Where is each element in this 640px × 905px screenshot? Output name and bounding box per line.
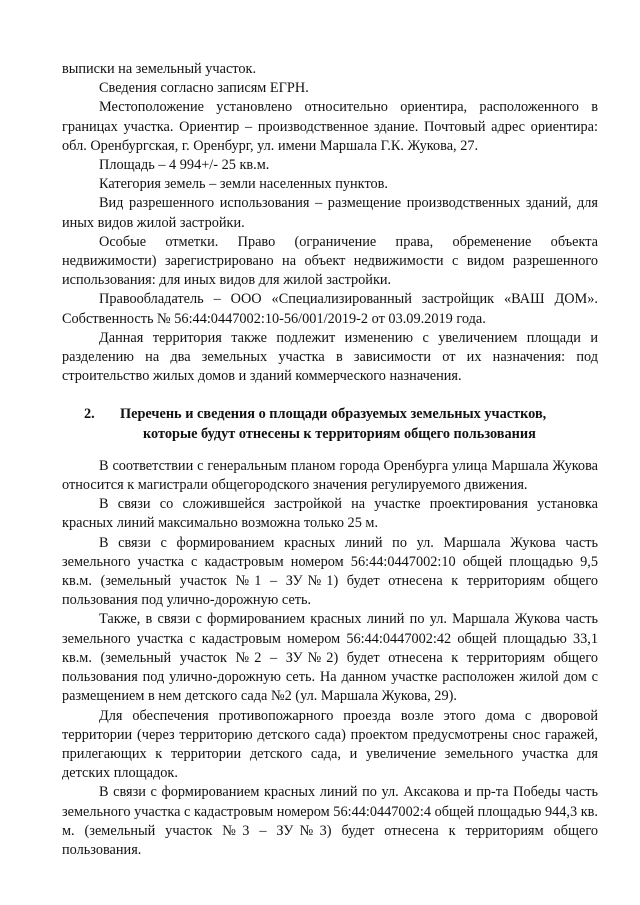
paragraph: В связи с формированием красных линий по ул. Маршала Жукова часть земельного участка с кадастровым номером 56:44:0447002:10 общей площадью 9,5 кв.м. (земельный участок №1 – ЗУ№1) будет отнесена к территориям общего пользования под улично-дорожную сеть. [62,534,598,609]
section-title-line1: Перечень и сведения о площади образуемых земельных участков, [120,406,547,423]
paragraph: В связи со сложившейся застройкой на участке проектирования установка красных линий максимально возможна только 25 м. [62,496,598,532]
paragraph: Данная территория также подлежит изменению с увеличением площади и разделению на два земельных участка в зависимости от их назначения: под строительство жилых домов и зданий коммерческого назначения. [62,329,598,385]
paragraph: Для обеспечения противопожарного проезда возле этого дома с дворовой территории (через территорию детского сада) проектом предусмотрены снос гаражей, прилегающих к территории детского сада, и увеличение земельного участка для детских площадок. [62,707,598,782]
paragraph: Особые отметки. Право (ограничение права, обременение объекта недвижимости) зарегистрировано на объект недвижимости с видом разрешенного использования: для иных видов для жилой застройки. [62,233,598,289]
paragraph: В связи с формированием красных линий по ул. Аксакова и пр-та Победы часть земельного участка с кадастровым номером 56:44:0447002:4 общей площадью 944,3 кв. м. (земельный участок №3 – ЗУ№3) будет отнесена к территориям общего пользования. [62,784,598,858]
paragraph: выписки на земельный участок. [62,61,257,77]
paragraph: Вид разрешенного использования – размещение производственных зданий, для иных видов жилой застройки. [62,195,598,231]
paragraph: Сведения согласно записям ЕГРН. [99,80,309,97]
paragraph: Категория земель – земли населенных пунктов. [99,176,388,193]
section-land-plot-info [62,60,598,386]
paragraph: Также, в связи с формированием красных линий по ул. Маршала Жукова часть земельного участка с кадастровым номером 56:44:0447002:42 общей площадью 33,1 кв.м. (земельный участок №2 – ЗУ№2) будет отнесена к территориям общего пользования под улично-дорожную сеть. На данном участке расположен жилой дом с размещением в нем детского сада №2 (ул. Маршала Жукова, 29). [62,611,598,705]
section-public-territories [62,457,598,860]
paragraph: Правообладатель – ООО «Специализированный застройщик «ВАШ ДОМ». Собственность № 56:44:0447002:10-56/001/2019-2 от 03.09.2019 года. [62,291,598,327]
section-title-line2: которые будут отнесены к территориям общего пользования [143,425,536,442]
paragraph: Местоположение установлено относительно ориентира, расположенного в границах участка. Ориентир – производственное здание. Почтовый адрес ориентира: обл. Оренбургская, г. Оренбург, ул. имени Маршала Г.К. Жукова, 27. [62,99,598,154]
paragraph: В соответствии с генеральным планом города Оренбурга улица Маршала Жукова относится к магистрали общегородского значения регулируемого движения. [62,457,598,494]
document-body [62,60,598,860]
section-number: 2. [84,406,95,423]
section-heading [62,405,598,443]
paragraph: Площадь – 4 994+/- 25 кв.м. [99,157,270,174]
